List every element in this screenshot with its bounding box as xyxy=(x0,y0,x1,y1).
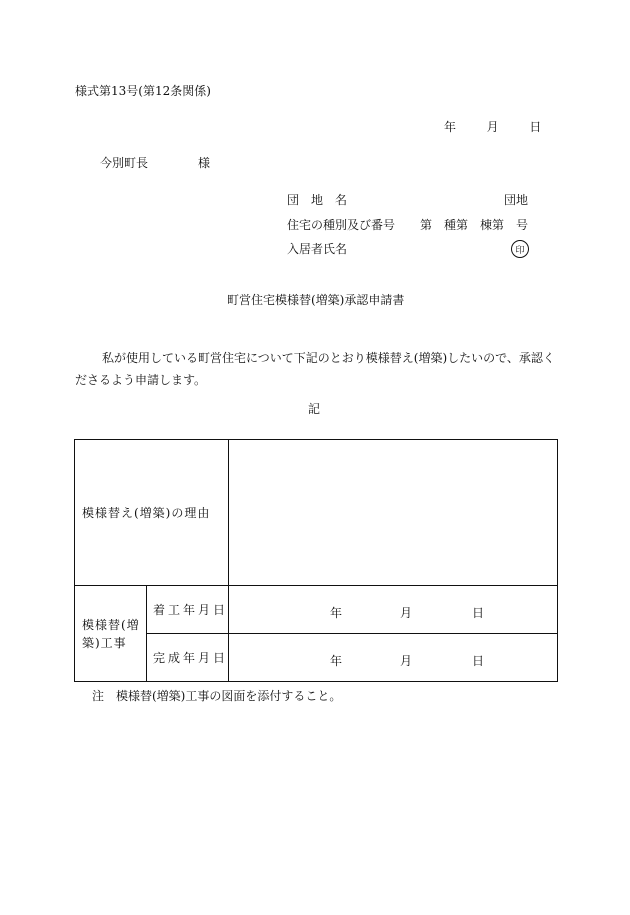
start-date-label: 着工年月日 xyxy=(147,586,229,634)
reason-label: 模様替え(増築)の理由 xyxy=(75,440,229,586)
body-text: 私が使用している町営住宅について下記のとおり模様替え(増築)したいので、承認くださるよう申請します。 xyxy=(75,351,555,387)
reason-field[interactable] xyxy=(229,440,558,586)
housing-type-label: 住宅の種別及び番号 xyxy=(287,218,396,232)
application-table xyxy=(74,439,558,682)
end-year: 年 xyxy=(330,653,343,668)
danchi-suffix: 団地 xyxy=(504,193,529,207)
resident-name-label: 入居者氏名 xyxy=(287,242,348,256)
addressee-honorific: 様 xyxy=(198,156,211,170)
work-label: 模様替(増築)工事 xyxy=(75,586,147,682)
start-date-field[interactable] xyxy=(229,586,558,634)
date-day: 日 xyxy=(529,120,542,134)
housing-type-value: 第 種第 棟第 号 xyxy=(420,218,529,232)
end-day: 日 xyxy=(472,653,485,668)
note: 注 模様替(増築)工事の図面を添付すること。 xyxy=(92,689,342,703)
end-date-label: 完成年月日 xyxy=(147,634,229,682)
addressee xyxy=(100,157,210,169)
end-date-field[interactable] xyxy=(229,634,558,682)
end-month: 月 xyxy=(400,653,413,668)
start-day: 日 xyxy=(472,605,485,620)
date-line xyxy=(444,121,541,133)
start-month: 月 xyxy=(400,605,413,620)
seal-icon: 印 xyxy=(511,240,529,258)
form-number: 様式第13号(第12条関係) xyxy=(75,84,211,98)
start-year: 年 xyxy=(330,605,343,620)
ki-heading: 記 xyxy=(308,402,321,416)
document-title: 町営住宅模様替(増築)承認申請書 xyxy=(227,293,405,307)
date-month: 月 xyxy=(486,120,499,134)
addressee-name: 今別町長 xyxy=(100,156,149,170)
date-year: 年 xyxy=(444,120,457,134)
danchi-label: 団 地 名 xyxy=(287,193,348,207)
